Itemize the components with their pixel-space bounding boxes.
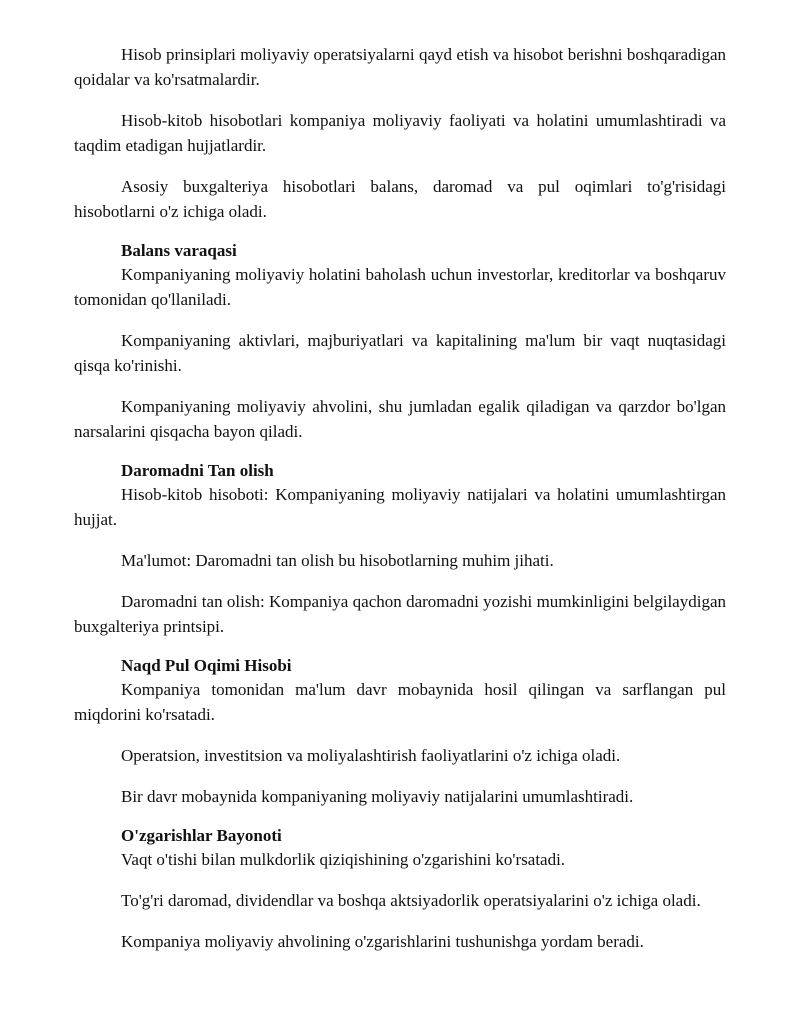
section-heading: Balans varaqasi <box>121 241 237 260</box>
section-paragraph: Kompaniyaning moliyaviy ahvolini, shu jumladan egalik qiladigan va qarzdor bo'lgan narsalarini qisqacha bayon qiladi. <box>74 397 726 441</box>
intro-paragraph-3: Asosiy buxgalteriya hisobotlari balans, daromad va pul oqimlari to'g'risidagi hisobotlarni o'z ichiga oladi. <box>74 177 726 221</box>
section-paragraph: Hisob-kitob hisoboti: Kompaniyaning moliyaviy natijalari va holatini umumlashtirgan hujjat. <box>74 485 726 529</box>
section-paragraph: Ma'lumot: Daromadni tan olish bu hisobotlarning muhim jihati. <box>121 551 554 570</box>
section-heading: Naqd Pul Oqimi Hisobi <box>121 656 292 675</box>
intro-paragraph-1: Hisob prinsiplari moliyaviy operatsiyalarni qayd etish va hisobot berishni boshqaradigan qoidalar va ko'rsatmalardir. <box>74 45 726 89</box>
section-paragraph: Kompaniya moliyaviy ahvolining o'zgarishlarini tushunishga yordam beradi. <box>121 932 644 951</box>
intro-paragraph-2: Hisob-kitob hisobotlari kompaniya moliyaviy faoliyati va holatini umumlashtiradi va taqdim etadigan hujjatlardir. <box>74 111 726 155</box>
section-heading: Daromadni Tan olish <box>121 461 274 480</box>
document-page <box>74 42 726 954</box>
section-cash-flow <box>74 655 726 809</box>
section-paragraph: Vaqt o'tishi bilan mulkdorlik qiziqishining o'zgarishini ko'rsatadi. <box>121 850 566 869</box>
section-statement-of-changes <box>74 825 726 954</box>
section-paragraph: Daromadni tan olish: Kompaniya qachon daromadni yozishi mumkinligini belgilaydigan buxgalteriya printsipi. <box>74 592 726 636</box>
section-balance-sheet <box>74 240 726 444</box>
section-paragraph: Kompaniya tomonidan ma'lum davr mobaynida hosil qilingan va sarflangan pul miqdorini ko'rsatadi. <box>74 680 726 724</box>
section-paragraph: Kompaniyaning moliyaviy holatini baholash uchun investorlar, kreditorlar va boshqaruv tomonidan qo'llaniladi. <box>74 265 726 309</box>
section-paragraph: To'g'ri daromad, dividendlar va boshqa aktsiyadorlik operatsiyalarini o'z ichiga oladi. <box>121 891 701 910</box>
section-paragraph: Kompaniyaning aktivlari, majburiyatlari va kapitalining ma'lum bir vaqt nuqtasidagi qisqa ko'rinishi. <box>74 331 726 375</box>
section-revenue-recognition <box>74 460 726 639</box>
section-paragraph: Bir davr mobaynida kompaniyaning moliyaviy natijalarini umumlashtiradi. <box>121 787 634 806</box>
section-heading: O'zgarishlar Bayonoti <box>121 826 282 845</box>
section-paragraph: Operatsion, investitsion va moliyalashtirish faoliyatlarini o'z ichiga oladi. <box>121 746 621 765</box>
